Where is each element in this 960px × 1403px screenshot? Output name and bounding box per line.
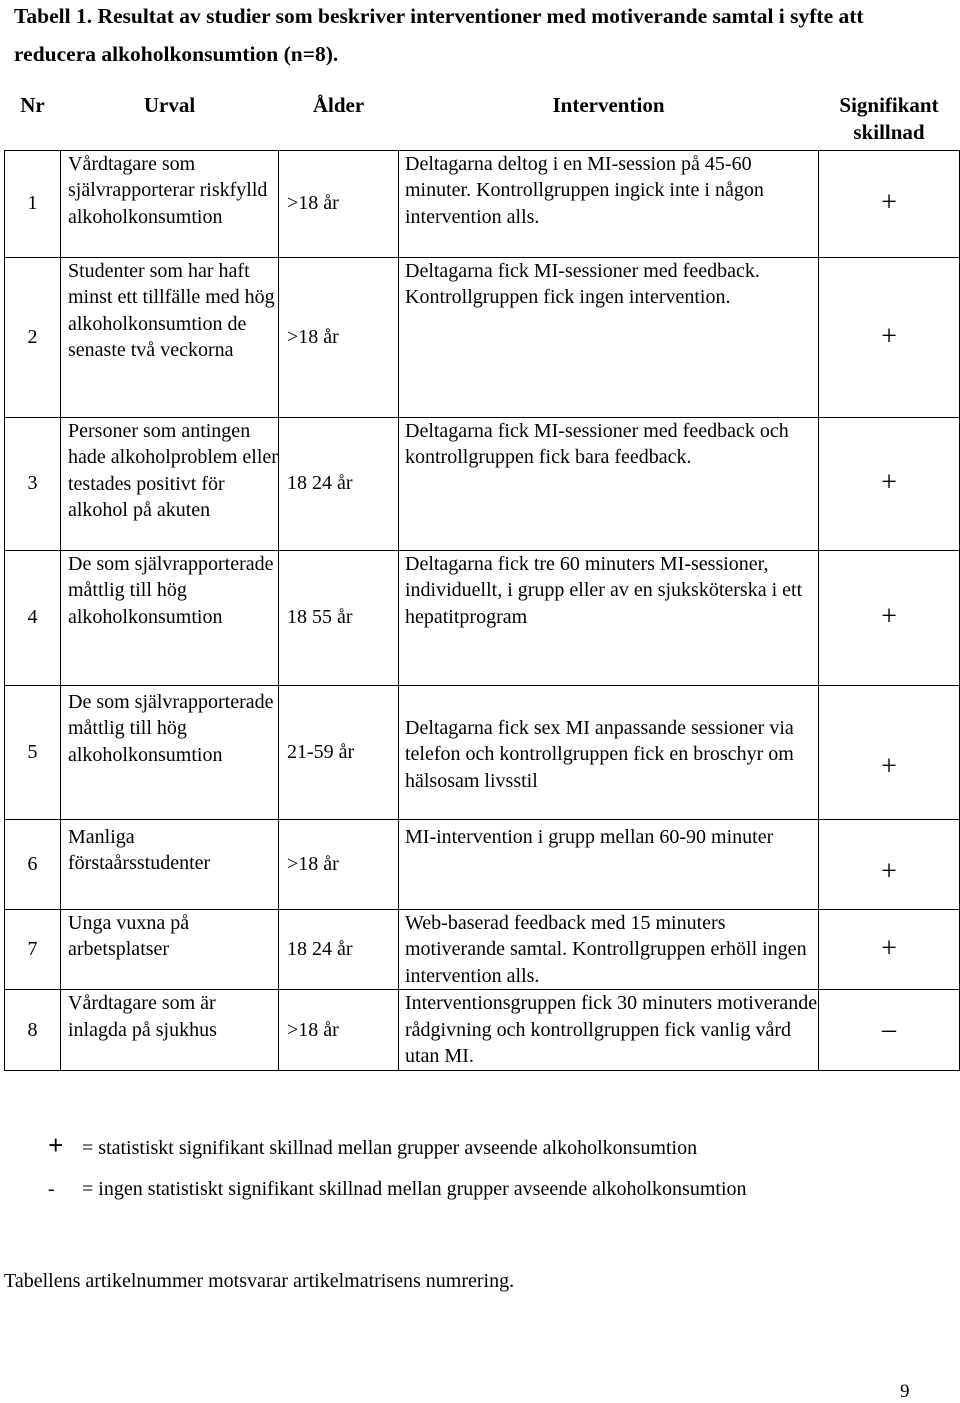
header-alder: Ålder <box>312 93 365 117</box>
cell-signifikant: + <box>819 909 960 990</box>
minus-symbol: - <box>48 1178 55 1200</box>
cell-intervention: Deltagarna fick MI-sessioner med feedback och kontrollgruppen fick bara feedback. <box>399 417 819 550</box>
cell-signifikant: + <box>819 685 960 819</box>
cell-alder: 21-59 år <box>279 685 399 819</box>
cell-urval: Vårdtagare som är inlagda på sjukhus <box>61 990 279 1071</box>
studies-table <box>4 92 960 1071</box>
cell-urval: Studenter som har haft minst ett tillfälle med hög alkoholkonsumtion de senaste två veckorna <box>61 257 279 417</box>
cell-intervention: Deltagarna fick sex MI anpassande sessioner via telefon och kontrollgruppen fick en broschyr om hälsosam livsstil <box>399 685 819 819</box>
table-caption: Tabell 1. Resultat av studier som beskriver interventioner med motiverande samtal i syfte att reducera alkoholkonsumtion (n=8). <box>14 4 864 66</box>
header-signifikant: Signifikant skillnad <box>839 93 939 144</box>
cell-nr: 4 <box>5 550 61 685</box>
table-row <box>5 550 960 685</box>
table-row <box>5 685 960 819</box>
header-urval: Urval <box>143 93 196 117</box>
cell-nr: 2 <box>5 257 61 417</box>
legend-significant-text: = statistiskt signifikant skillnad mellan grupper avseende alkoholkonsumtion <box>82 1137 698 1159</box>
cell-alder: >18 år <box>279 257 399 417</box>
cell-urval: Manliga förstaårsstudenter <box>61 819 279 909</box>
header-intervention: Intervention <box>552 93 665 117</box>
cell-signifikant: – <box>819 990 960 1071</box>
cell-urval: De som självrapporterade måttlig till hög alkoholkonsumtion <box>61 550 279 685</box>
cell-urval: Vårdtagare som självrapporterar riskfylld alkoholkonsumtion <box>61 150 279 257</box>
cell-nr: 1 <box>5 150 61 257</box>
cell-nr: 5 <box>5 685 61 819</box>
cell-nr: 7 <box>5 909 61 990</box>
cell-intervention: Interventionsgruppen fick 30 minuters motiverande rådgivning och kontrollgruppen fick vanlig vård utan MI. <box>399 990 819 1071</box>
cell-signifikant: + <box>819 550 960 685</box>
page-number: 9 <box>900 1381 910 1402</box>
cell-signifikant: + <box>819 417 960 550</box>
cell-intervention: Deltagarna deltog i en MI-session på 45-60 minuter. Kontrollgruppen ingick inte i någon intervention alls. <box>399 150 819 257</box>
legend-significant <box>48 1130 697 1161</box>
cell-urval: De som självrapporterade måttlig till hög alkoholkonsumtion <box>61 685 279 819</box>
table-row <box>5 150 960 257</box>
cell-alder: >18 år <box>279 819 399 909</box>
plus-symbol: + <box>48 1130 64 1160</box>
table-row <box>5 819 960 909</box>
table-row <box>5 417 960 550</box>
cell-alder: 18 24 år <box>279 417 399 550</box>
cell-signifikant: + <box>819 150 960 257</box>
cell-urval: Personer som antingen hade alkoholproblem eller testades positivt för alkohol på akuten <box>61 417 279 550</box>
cell-alder: >18 år <box>279 150 399 257</box>
cell-signifikant: + <box>819 819 960 909</box>
cell-urval: Unga vuxna på arbetsplatser <box>61 909 279 990</box>
table-row <box>5 257 960 417</box>
cell-nr: 8 <box>5 990 61 1071</box>
cell-intervention: Deltagarna fick MI-sessioner med feedback. Kontrollgruppen fick ingen intervention. <box>399 257 819 417</box>
legend-not-significant-text: = ingen statistiskt signifikant skillnad mellan grupper avseende alkoholkonsumtion <box>82 1178 747 1200</box>
cell-alder: 18 55 år <box>279 550 399 685</box>
header-nr: Nr <box>20 93 45 117</box>
cell-nr: 6 <box>5 819 61 909</box>
cell-nr: 3 <box>5 417 61 550</box>
cell-alder: 18 24 år <box>279 909 399 990</box>
cell-intervention: MI-intervention i grupp mellan 60-90 minuter <box>399 819 819 909</box>
table-row <box>5 990 960 1071</box>
cell-alder: >18 år <box>279 990 399 1071</box>
legend-not-significant <box>48 1178 747 1201</box>
cell-intervention: Deltagarna fick tre 60 minuters MI-sessioner, individuellt, i grupp eller av en sjuksköterska i ett hepatitprogram <box>399 550 819 685</box>
table-note: Tabellens artikelnummer motsvarar artikelmatrisens numrering. <box>4 1270 515 1292</box>
table-row <box>5 909 960 990</box>
cell-intervention: Web-baserad feedback med 15 minuters motiverande samtal. Kontrollgruppen erhöll ingen intervention alls. <box>399 909 819 990</box>
cell-signifikant: + <box>819 257 960 417</box>
